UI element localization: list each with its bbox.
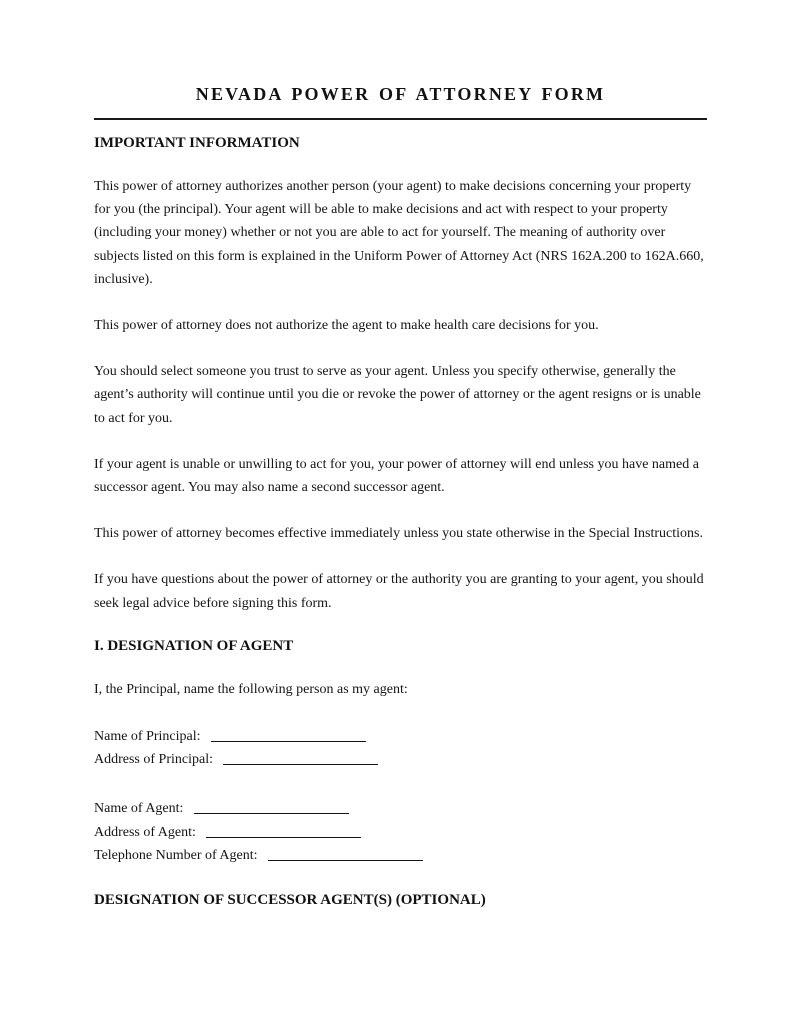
principal-fields-group [94, 725, 707, 771]
document-title: NEVADA POWER OF ATTORNEY FORM [195, 84, 606, 104]
para-authorization: This power of attorney authorizes another person (your agent) to make decisions concerning your property for you (the principal). Your agent will be able to make decisions and act with respect to your property (including your money) whether or not you are able to act for yourself. The meaning of authority over subjects listed on this form is explained in the Uniform Power of Attorney Act (NRS 162A.200 to 162A.660, inclusive). [94, 179, 704, 287]
telephone-of-agent-label: Telephone Number of Agent: [94, 847, 258, 863]
name-of-principal-label: Name of Principal: [94, 729, 201, 745]
name-of-agent-label: Name of Agent: [94, 801, 184, 817]
para-legal-advice: If you have questions about the power of attorney or the authority you are granting to your agent, you should seek legal advice before signing this form. [94, 572, 704, 611]
designation-of-agent-heading: I. DESIGNATION OF AGENT [94, 637, 294, 654]
field-address-of-principal [94, 748, 707, 771]
telephone-of-agent-blank-line [268, 851, 423, 861]
field-name-of-principal [94, 725, 707, 748]
successor-agent-heading: DESIGNATION OF SUCCESSOR AGENT(S) (OPTIONAL) [94, 892, 486, 909]
para-effective-immediately: This power of attorney becomes effective immediately unless you state otherwise in the Special Instructions. [94, 526, 703, 542]
address-of-agent-blank-line [206, 828, 361, 838]
field-telephone-of-agent [94, 844, 707, 867]
address-of-principal-label: Address of Principal: [94, 752, 213, 768]
para-agent-selection: You should select someone you trust to serve as your agent. Unless you specify otherwise, generally the agent’s authority will continue until you die or revoke the power of attorney or the agent resigns or is unable to act for you. [94, 364, 701, 426]
name-of-principal-blank-line [211, 732, 366, 742]
name-of-agent-blank-line [194, 804, 349, 814]
designation-intro: I, the Principal, name the following person as my agent: [94, 681, 408, 697]
address-of-principal-blank-line [223, 755, 378, 765]
para-successor-agent: If your agent is unable or unwilling to act for you, your power of attorney will end unless you have named a successor agent. You may also name a second successor agent. [94, 456, 699, 496]
address-of-agent-label: Address of Agent: [94, 824, 196, 840]
field-name-of-agent [94, 797, 707, 820]
para-health-care: This power of attorney does not authorize the agent to make health care decisions for you. [94, 318, 599, 334]
important-information-heading: IMPORTANT INFORMATION [94, 135, 300, 151]
title-divider [94, 118, 707, 120]
agent-fields-group [94, 797, 707, 867]
field-address-of-agent [94, 821, 707, 844]
